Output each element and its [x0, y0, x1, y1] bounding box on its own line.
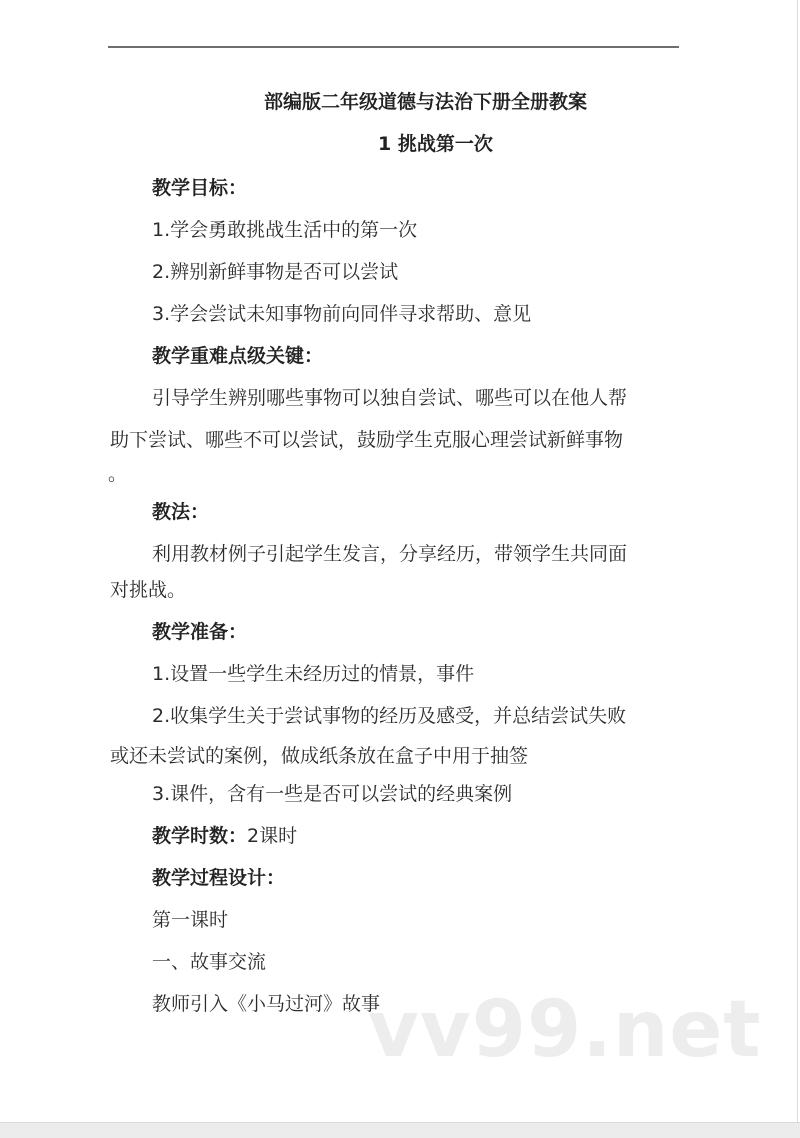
- objective-item: 3.学会尝试未知事物前向同伴寻求帮助、意见: [152, 303, 532, 325]
- key-points-line: 引导学生辨别哪些事物可以独自尝试、哪些可以在他人帮: [152, 387, 628, 409]
- lesson-title: 1 挑战第一次: [378, 133, 493, 155]
- preparation-item: 2.收集学生关于尝试事物的经历及感受，并总结尝试失败: [152, 705, 627, 727]
- hours-value: 2课时: [247, 825, 298, 847]
- key-points-heading: 教学重难点级关键：: [152, 345, 324, 367]
- method-heading: 教法：: [152, 501, 210, 523]
- preparation-item: 1.设置一些学生未经历过的情景，事件: [152, 663, 475, 685]
- process-line: 教师引入《小马过河》故事: [152, 993, 381, 1015]
- process-heading: 教学过程设计：: [152, 867, 286, 889]
- objective-item: 1.学会勇敢挑战生活中的第一次: [152, 219, 418, 241]
- objectives-heading: 教学目标：: [152, 177, 248, 199]
- key-points-line: 助下尝试、哪些不可以尝试，鼓励学生克服心理尝试新鲜事物: [110, 429, 624, 451]
- preparation-item: 或还未尝试的案例，做成纸条放在盒子中用于抽签: [110, 745, 529, 767]
- page-bottom-edge: [0, 1122, 800, 1138]
- process-line: 一、故事交流: [152, 951, 267, 973]
- preparation-heading: 教学准备：: [152, 621, 248, 643]
- hours-line: [152, 824, 297, 848]
- method-line: 利用教材例子引起学生发言，分享经历，带领学生共同面: [152, 543, 628, 565]
- watermark: vv99.net: [368, 985, 762, 1075]
- method-line: 对挑战。: [110, 579, 187, 601]
- objective-item: 2.辨别新鲜事物是否可以尝试: [152, 261, 399, 283]
- header-rule: [108, 46, 679, 48]
- process-line: 第一课时: [152, 909, 229, 931]
- preparation-item: 3.课件，含有一些是否可以尝试的经典案例: [152, 783, 513, 805]
- hours-heading: 教学时数：: [152, 825, 248, 847]
- document-title: 部编版二年级道德与法治下册全册教案: [264, 91, 588, 113]
- key-points-line: 。: [108, 463, 128, 485]
